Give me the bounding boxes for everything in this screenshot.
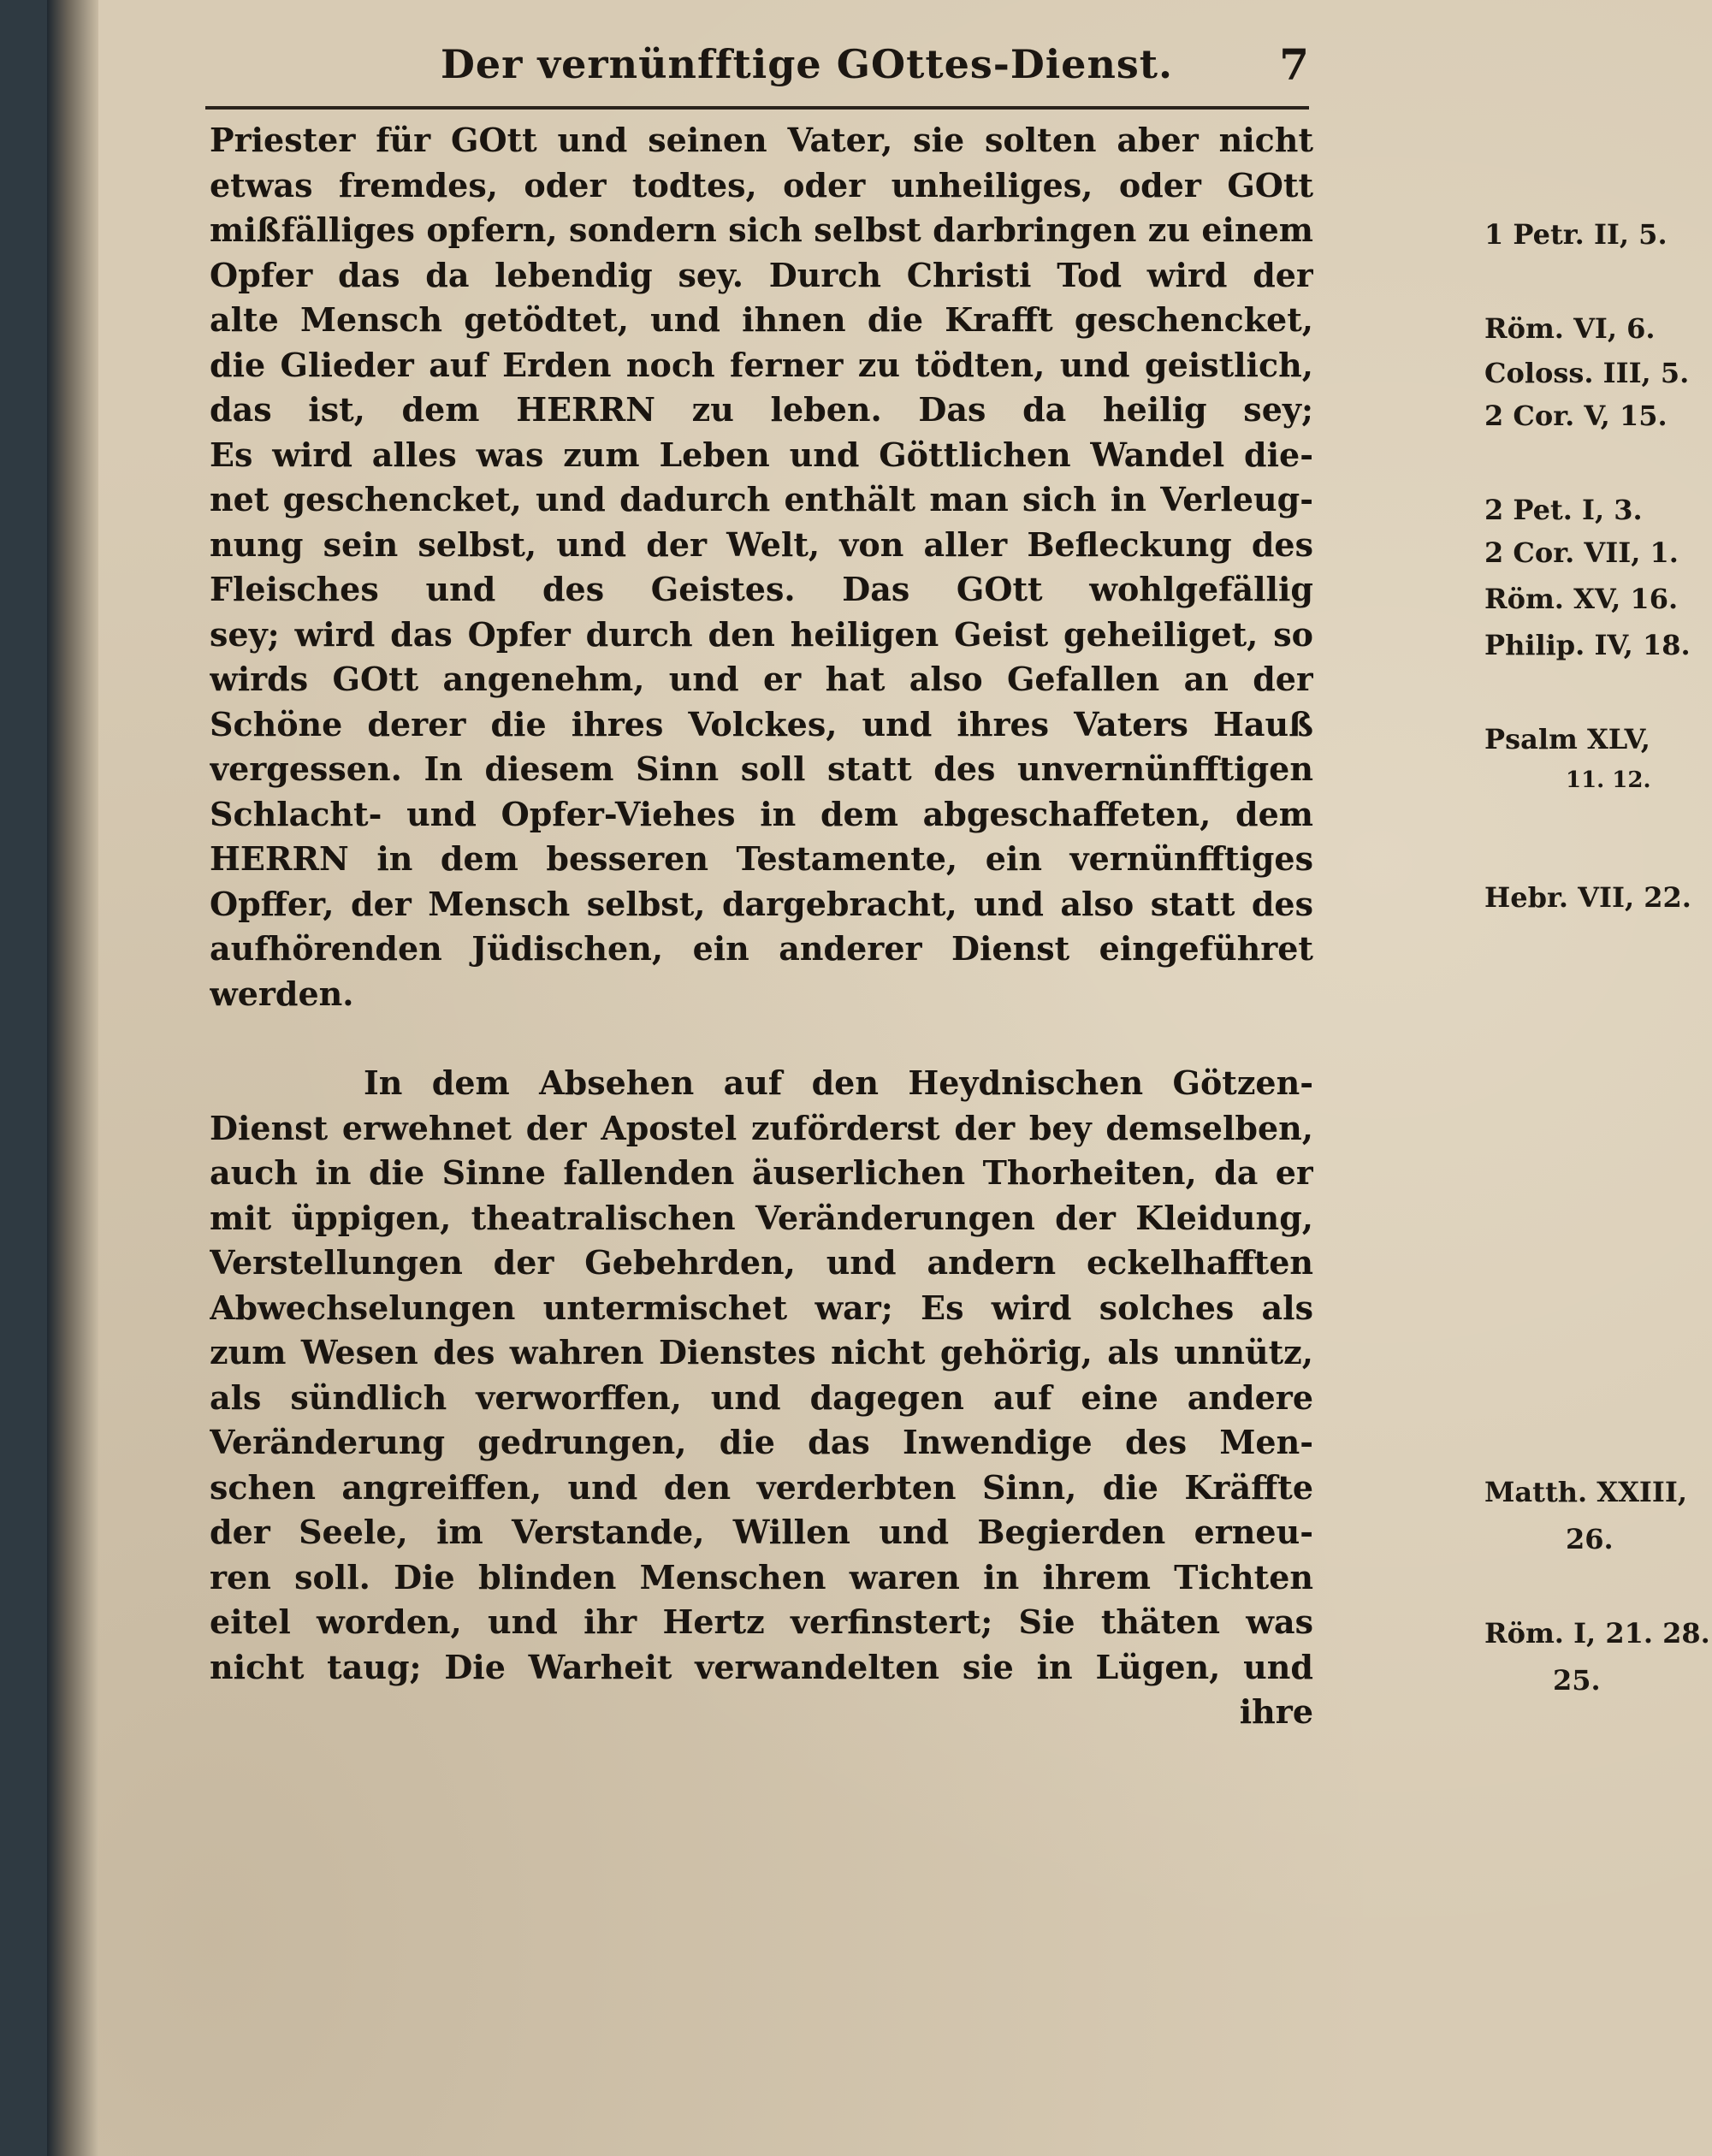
margin-note: 2 Cor. V, 15. xyxy=(1484,400,1668,432)
margin-note: Röm. VI, 6. xyxy=(1484,312,1656,345)
text-line: Verstellungen der Gebehrden, und andern eckelhafften xyxy=(210,1243,1313,1282)
text-line: Veränderung gedrungen, die das Inwendige des Men- xyxy=(210,1423,1313,1461)
text-line: Opffer, der Mensch selbst, dargebracht, und also statt des xyxy=(210,884,1313,923)
text-line: als sündlich verworffen, und dagegen auf eine andere xyxy=(210,1377,1313,1417)
text-line: werden. xyxy=(210,974,354,1013)
paragraph-1 xyxy=(210,118,1313,1016)
text-line: ren soll. Die blinden Menschen waren in ihrem Tichten xyxy=(210,1557,1313,1596)
page-header xyxy=(205,41,1309,103)
text-line: Schöne derer die ihres Volckes, und ihres Vaters Hauß xyxy=(210,704,1313,743)
text-line: Es wird alles was zum Leben und Göttlichen Wandel die- xyxy=(210,435,1313,474)
margin-note: Hebr. VII, 22. xyxy=(1484,881,1691,914)
text-line: aufhörenden Jüdischen, ein anderer Dienst eingeführet xyxy=(210,929,1313,968)
text-line: In dem Absehen auf den Heydnischen Götzen- xyxy=(364,1063,1313,1102)
margin-note: 11. 12. xyxy=(1566,767,1651,793)
margin-note: Psalm XLV, xyxy=(1484,723,1650,755)
page-number: 7 xyxy=(1279,39,1309,90)
margin-note: 25. xyxy=(1553,1664,1601,1697)
paragraph-2 xyxy=(210,1061,1313,1735)
margin-note: 1 Petr. II, 5. xyxy=(1484,218,1668,251)
text-line: der Seele, im Verstande, Willen und Begierden erneu- xyxy=(210,1513,1313,1551)
margin-note: 2 Cor. VII, 1. xyxy=(1484,536,1679,569)
margin-note: 26. xyxy=(1566,1523,1614,1555)
header-rule xyxy=(205,106,1309,110)
text-line: wirds GOtt angenehm, und er hat also Gefallen an der xyxy=(210,660,1313,698)
text-line: net geschencket, und dadurch enthält man sich in Verleug- xyxy=(210,480,1313,518)
text-line: mißfälliges opfern, sondern sich selbst darbringen zu einem xyxy=(210,210,1313,249)
text-line: Abwechselungen untermischet war; Es wird solches als xyxy=(210,1288,1313,1327)
text-line: etwas fremdes, oder todtes, oder unheiliges, oder GOtt xyxy=(210,165,1313,204)
text-line: nung sein selbst, und der Welt, von aller Befleckung des xyxy=(210,524,1313,564)
margin-note: Matth. XXIII, xyxy=(1484,1476,1687,1508)
text-line: sey; wird das Opfer durch den heiligen Geist geheiliget, so xyxy=(210,614,1313,654)
text-line: Fleisches und des Geistes. Das GOtt wohlgefällig xyxy=(210,570,1313,608)
margin-note: Röm. XV, 16. xyxy=(1484,583,1679,615)
text-line: die Glieder auf Erden noch ferner zu tödten, und geistlich, xyxy=(210,345,1313,384)
text-line: mit üppigen, theatralischen Veränderungen der Kleidung, xyxy=(210,1198,1313,1237)
book-page xyxy=(47,0,1712,2156)
margin-note: 2 Pet. I, 3. xyxy=(1484,494,1643,526)
margin-note: Coloss. III, 5. xyxy=(1484,357,1690,389)
margin-note: Röm. I, 21. 28. xyxy=(1484,1617,1710,1650)
catchword: ihre xyxy=(1239,1692,1313,1731)
text-line: alte Mensch getödtet, und ihnen die Krafft geschencket, xyxy=(210,300,1313,339)
text-line: vergessen. In diesem Sinn soll statt des unvernünfftigen xyxy=(210,749,1313,788)
text-line: Priester für GOtt und seinen Vater, sie solten aber nicht xyxy=(210,121,1313,159)
body-text xyxy=(210,118,1710,1735)
text-line: Dienst erwehnet der Apostel zuförderst der bey demselben, xyxy=(210,1108,1313,1147)
text-line: nicht taug; Die Warheit verwandelten sie in Lügen, und xyxy=(210,1647,1313,1686)
margin-note: Philip. IV, 18. xyxy=(1484,629,1691,661)
text-line: zum Wesen des wahren Dienstes nicht gehörig, als unnütz, xyxy=(210,1333,1313,1371)
running-title: Der vernünfftige GOttes-Dienst. xyxy=(441,41,1174,87)
text-line: das ist, dem HERRN zu leben. Das da heilig sey; xyxy=(210,390,1313,429)
text-line: Opfer das da lebendig sey. Durch Christi Tod wird der xyxy=(210,255,1313,294)
text-line: eitel worden, und ihr Hertz verfinstert; Sie thäten was xyxy=(210,1602,1313,1641)
text-line: Schlacht- und Opfer-Viehes in dem abgeschaffeten, dem xyxy=(210,794,1313,833)
text-line: schen angreiffen, und den verderbten Sinn, die Kräffte xyxy=(210,1467,1313,1507)
book-gutter xyxy=(47,0,98,2156)
text-line: auch in die Sinne fallenden äuserlichen Thorheiten, da er xyxy=(210,1153,1313,1192)
text-line: HERRN in dem besseren Testamente, ein vernünfftiges xyxy=(210,839,1313,878)
